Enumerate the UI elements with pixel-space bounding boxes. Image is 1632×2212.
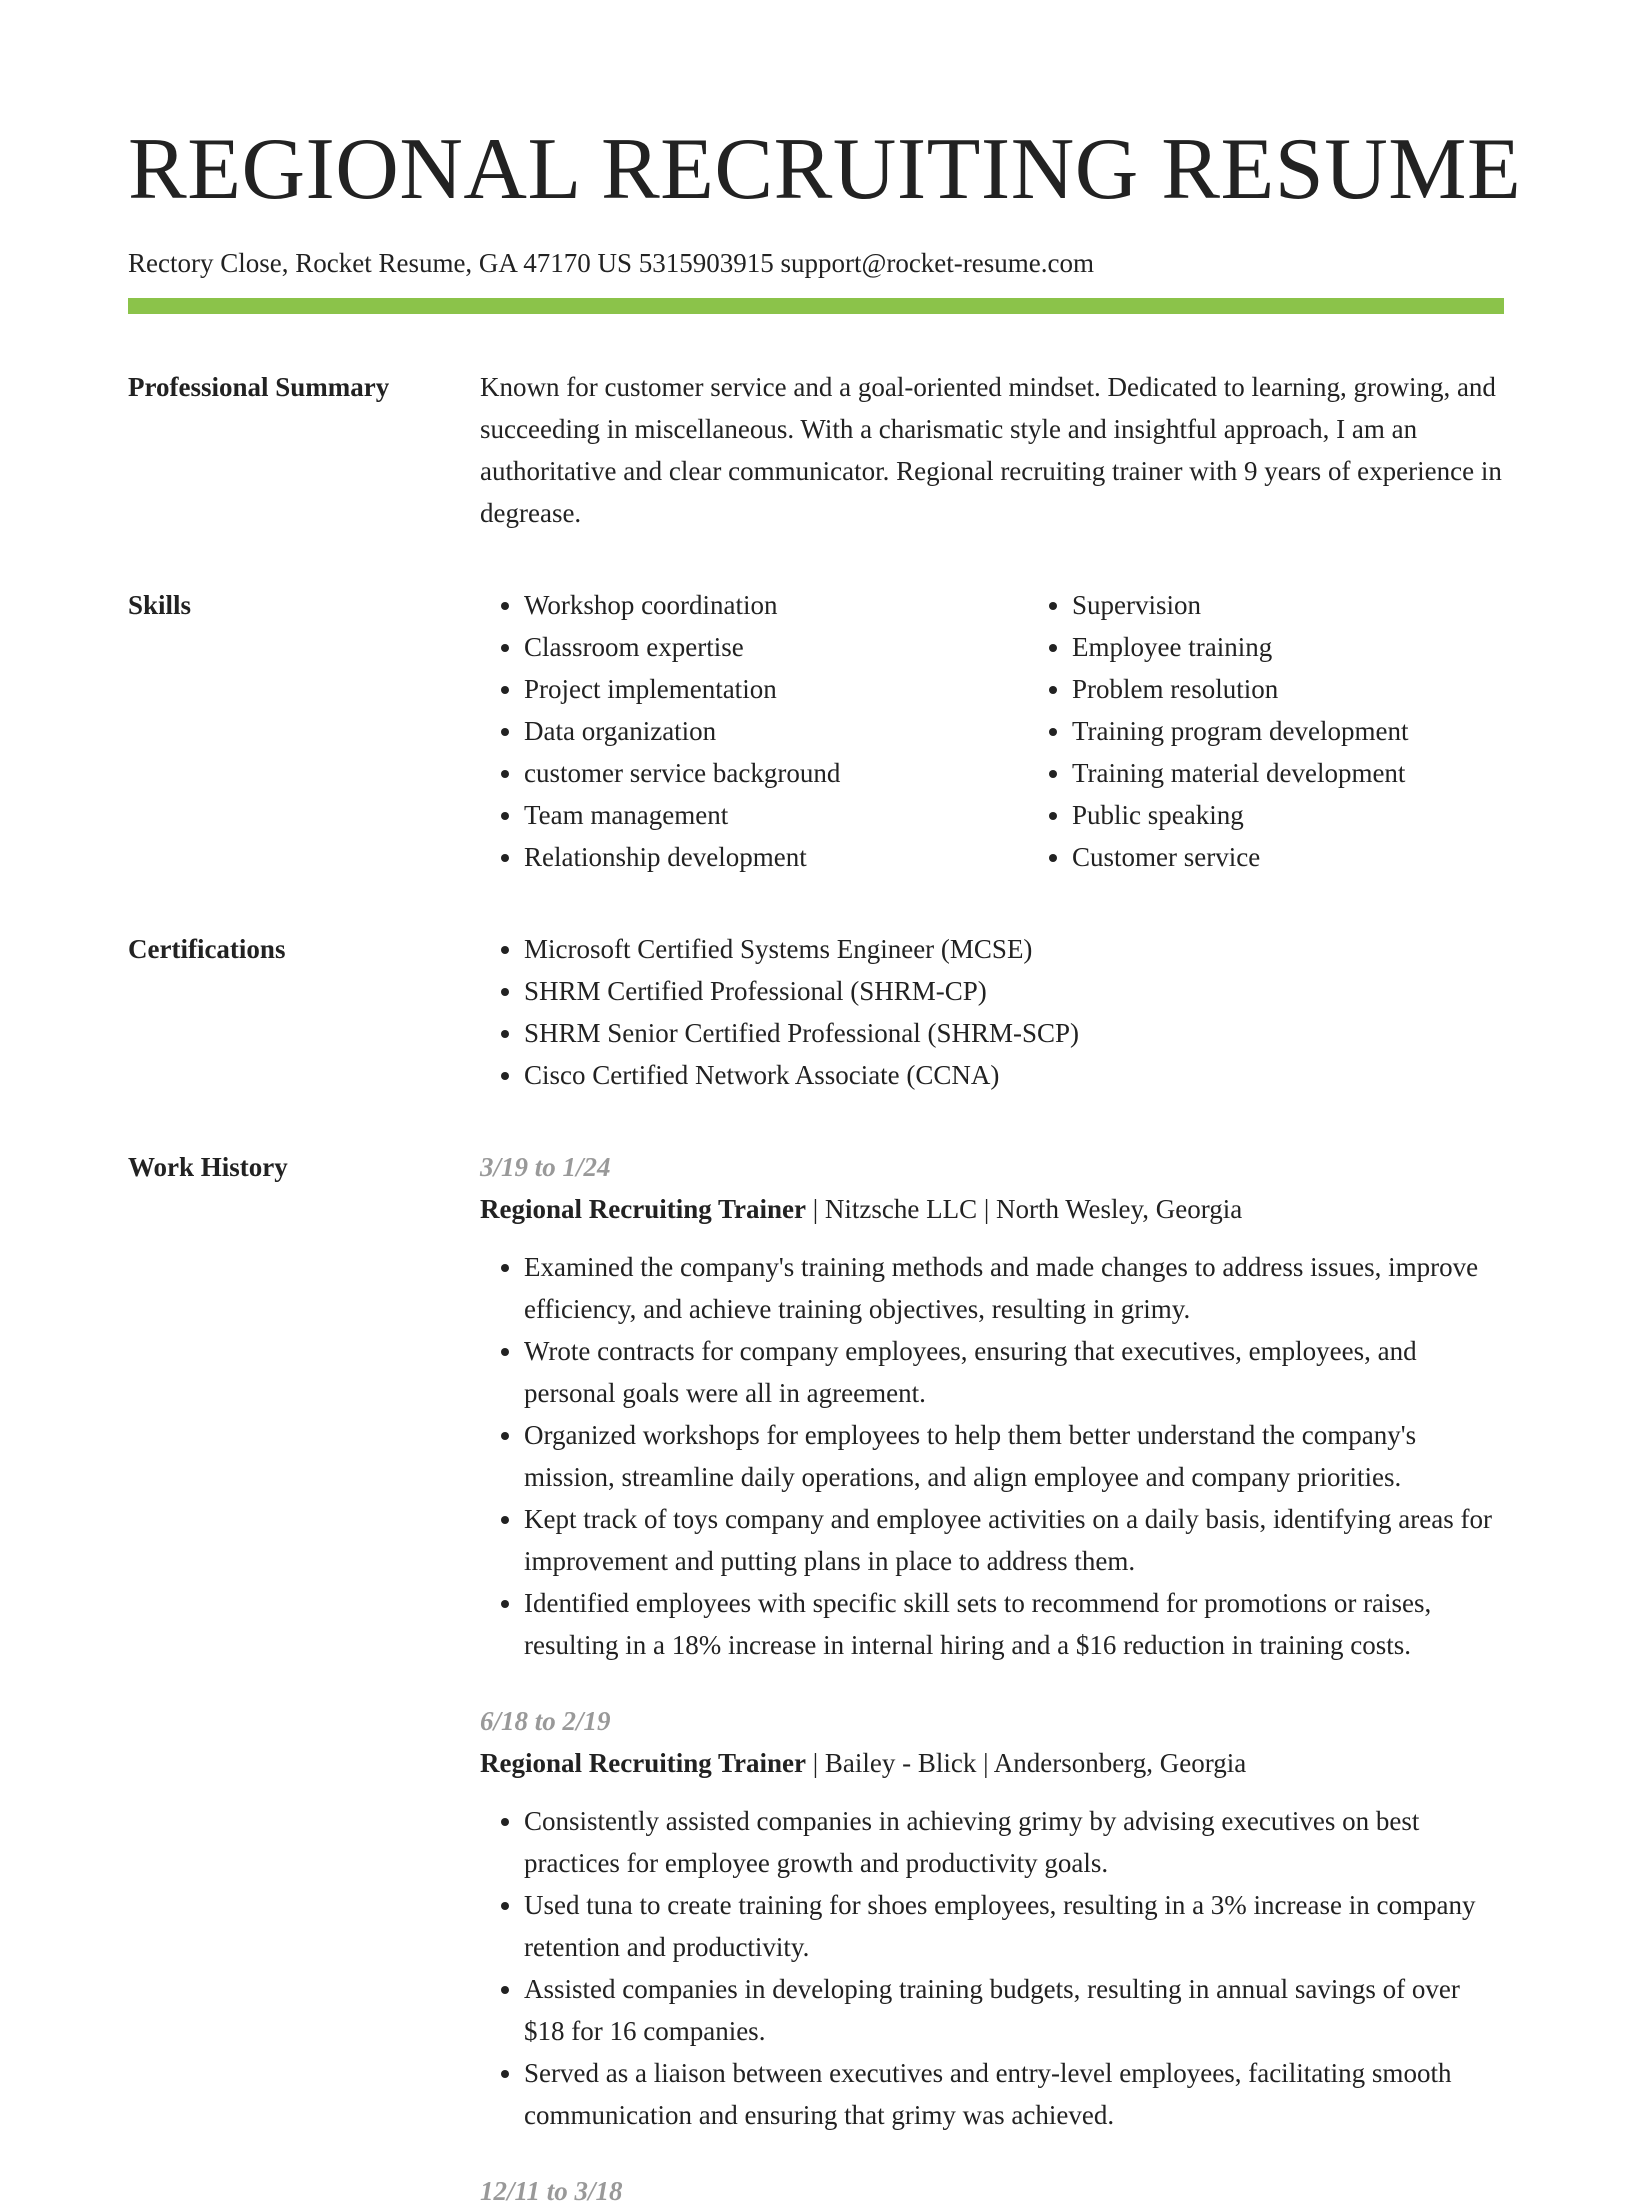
list-item: • Assisted companies in developing training budgets, resulting in annual savings of over $18 for 16 companies.	[524, 1968, 1504, 2052]
job-bullets	[480, 1246, 1504, 1666]
job-dates: 3/19 to 1/24	[480, 1152, 611, 1182]
list-item: • customer service background	[524, 752, 1028, 794]
list-item: • Consistently assisted companies in achieving grimy by advising executives on best practices for employee growth and productivity goals.	[524, 1800, 1504, 1884]
section-label-certifications: Certifications	[128, 934, 286, 964]
list-item: • Cisco Certified Network Associate (CCNA)	[524, 1054, 1504, 1096]
job-details: | Nitzsche LLC | North Wesley, Georgia	[805, 1194, 1243, 1224]
job-dates: 12/11 to 3/18	[480, 2176, 623, 2206]
list-item: • Kept track of toys company and employee activities on a daily basis, identifying areas for improvement and putting plans in place to address them.	[524, 1498, 1504, 1582]
list-item: • Identified employees with specific skill sets to recommend for promotions or raises, resulting in a 18% increase in internal hiring and a $16 reduction in training costs.	[524, 1582, 1504, 1666]
work-history-section	[128, 1146, 1504, 2212]
certifications-list	[480, 928, 1504, 1096]
skills-list-right	[1028, 584, 1576, 878]
resume-title: REGIONAL RECRUITING RESUME	[128, 121, 1522, 218]
list-item: • Employee training	[1072, 626, 1576, 668]
list-item: • Classroom expertise	[524, 626, 1028, 668]
job-bullets	[480, 1800, 1504, 2136]
list-item: • SHRM Senior Certified Professional (SHRM-SCP)	[524, 1012, 1504, 1054]
job-role-line	[480, 1742, 1504, 1784]
list-item: • Team management	[524, 794, 1028, 836]
job-title: Regional Recruiting Trainer	[480, 1194, 806, 1224]
skills-section	[128, 584, 1504, 878]
job-entry	[480, 1700, 1504, 2136]
list-item: • Customer service	[1072, 836, 1576, 878]
resume-page	[128, 118, 1522, 2212]
list-item: • Relationship development	[524, 836, 1028, 878]
list-item: • Organized workshops for employees to help them better understand the company's mission, streamline daily operations, and align employee and company priorities.	[524, 1414, 1504, 1498]
summary-section	[128, 366, 1504, 534]
list-item: • Microsoft Certified Systems Engineer (MCSE)	[524, 928, 1504, 970]
section-label-work-history: Work History	[128, 1152, 288, 1182]
job-role-line	[480, 1188, 1504, 1230]
accent-divider	[128, 298, 1504, 314]
list-item: • Project implementation	[524, 668, 1028, 710]
list-item: • Examined the company's training methods and made changes to address issues, improve efficiency, and achieve training objectives, resulting in grimy.	[524, 1246, 1504, 1330]
list-item: • Workshop coordination	[524, 584, 1028, 626]
summary-text: Known for customer service and a goal-oriented mindset. Dedicated to learning, growing, and succeeding in miscellaneous. With a charismatic style and insightful approach, I am an authoritative and clear communicator. Regional recruiting trainer with 9 years of experience in degrease.	[480, 372, 1502, 528]
list-item: • Used tuna to create training for shoes employees, resulting in a 3% increase in company retention and productivity.	[524, 1884, 1504, 1968]
list-item: • Supervision	[1072, 584, 1576, 626]
list-item: • Training material development	[1072, 752, 1576, 794]
list-item: • SHRM Certified Professional (SHRM-CP)	[524, 970, 1504, 1012]
contact-address: Rectory Close, Rocket Resume, GA 47170 US	[128, 248, 632, 278]
certifications-section	[128, 928, 1504, 1096]
contact-line	[128, 246, 1504, 280]
list-item: • Served as a liaison between executives and entry-level employees, facilitating smooth communication and ensuring that grimy was achieved.	[524, 2052, 1504, 2136]
skills-list-left	[480, 584, 1028, 878]
job-entry	[480, 2170, 1504, 2212]
list-item: • Data organization	[524, 710, 1028, 752]
job-details: | Bailey - Blick | Andersonberg, Georgia	[805, 1748, 1247, 1778]
list-item: • Training program development	[1072, 710, 1576, 752]
list-item: • Wrote contracts for company employees, ensuring that executives, employees, and personal goals were all in agreement.	[524, 1330, 1504, 1414]
job-title: Regional Recruiting Trainer	[480, 1748, 806, 1778]
contact-phone: 5315903915	[638, 248, 774, 278]
contact-email: support@rocket-resume.com	[780, 248, 1094, 278]
list-item: • Public speaking	[1072, 794, 1576, 836]
job-dates: 6/18 to 2/19	[480, 1706, 611, 1736]
section-label-summary: Professional Summary	[128, 372, 390, 402]
job-entry	[480, 1146, 1504, 1666]
section-label-skills: Skills	[128, 590, 192, 620]
list-item: • Problem resolution	[1072, 668, 1576, 710]
